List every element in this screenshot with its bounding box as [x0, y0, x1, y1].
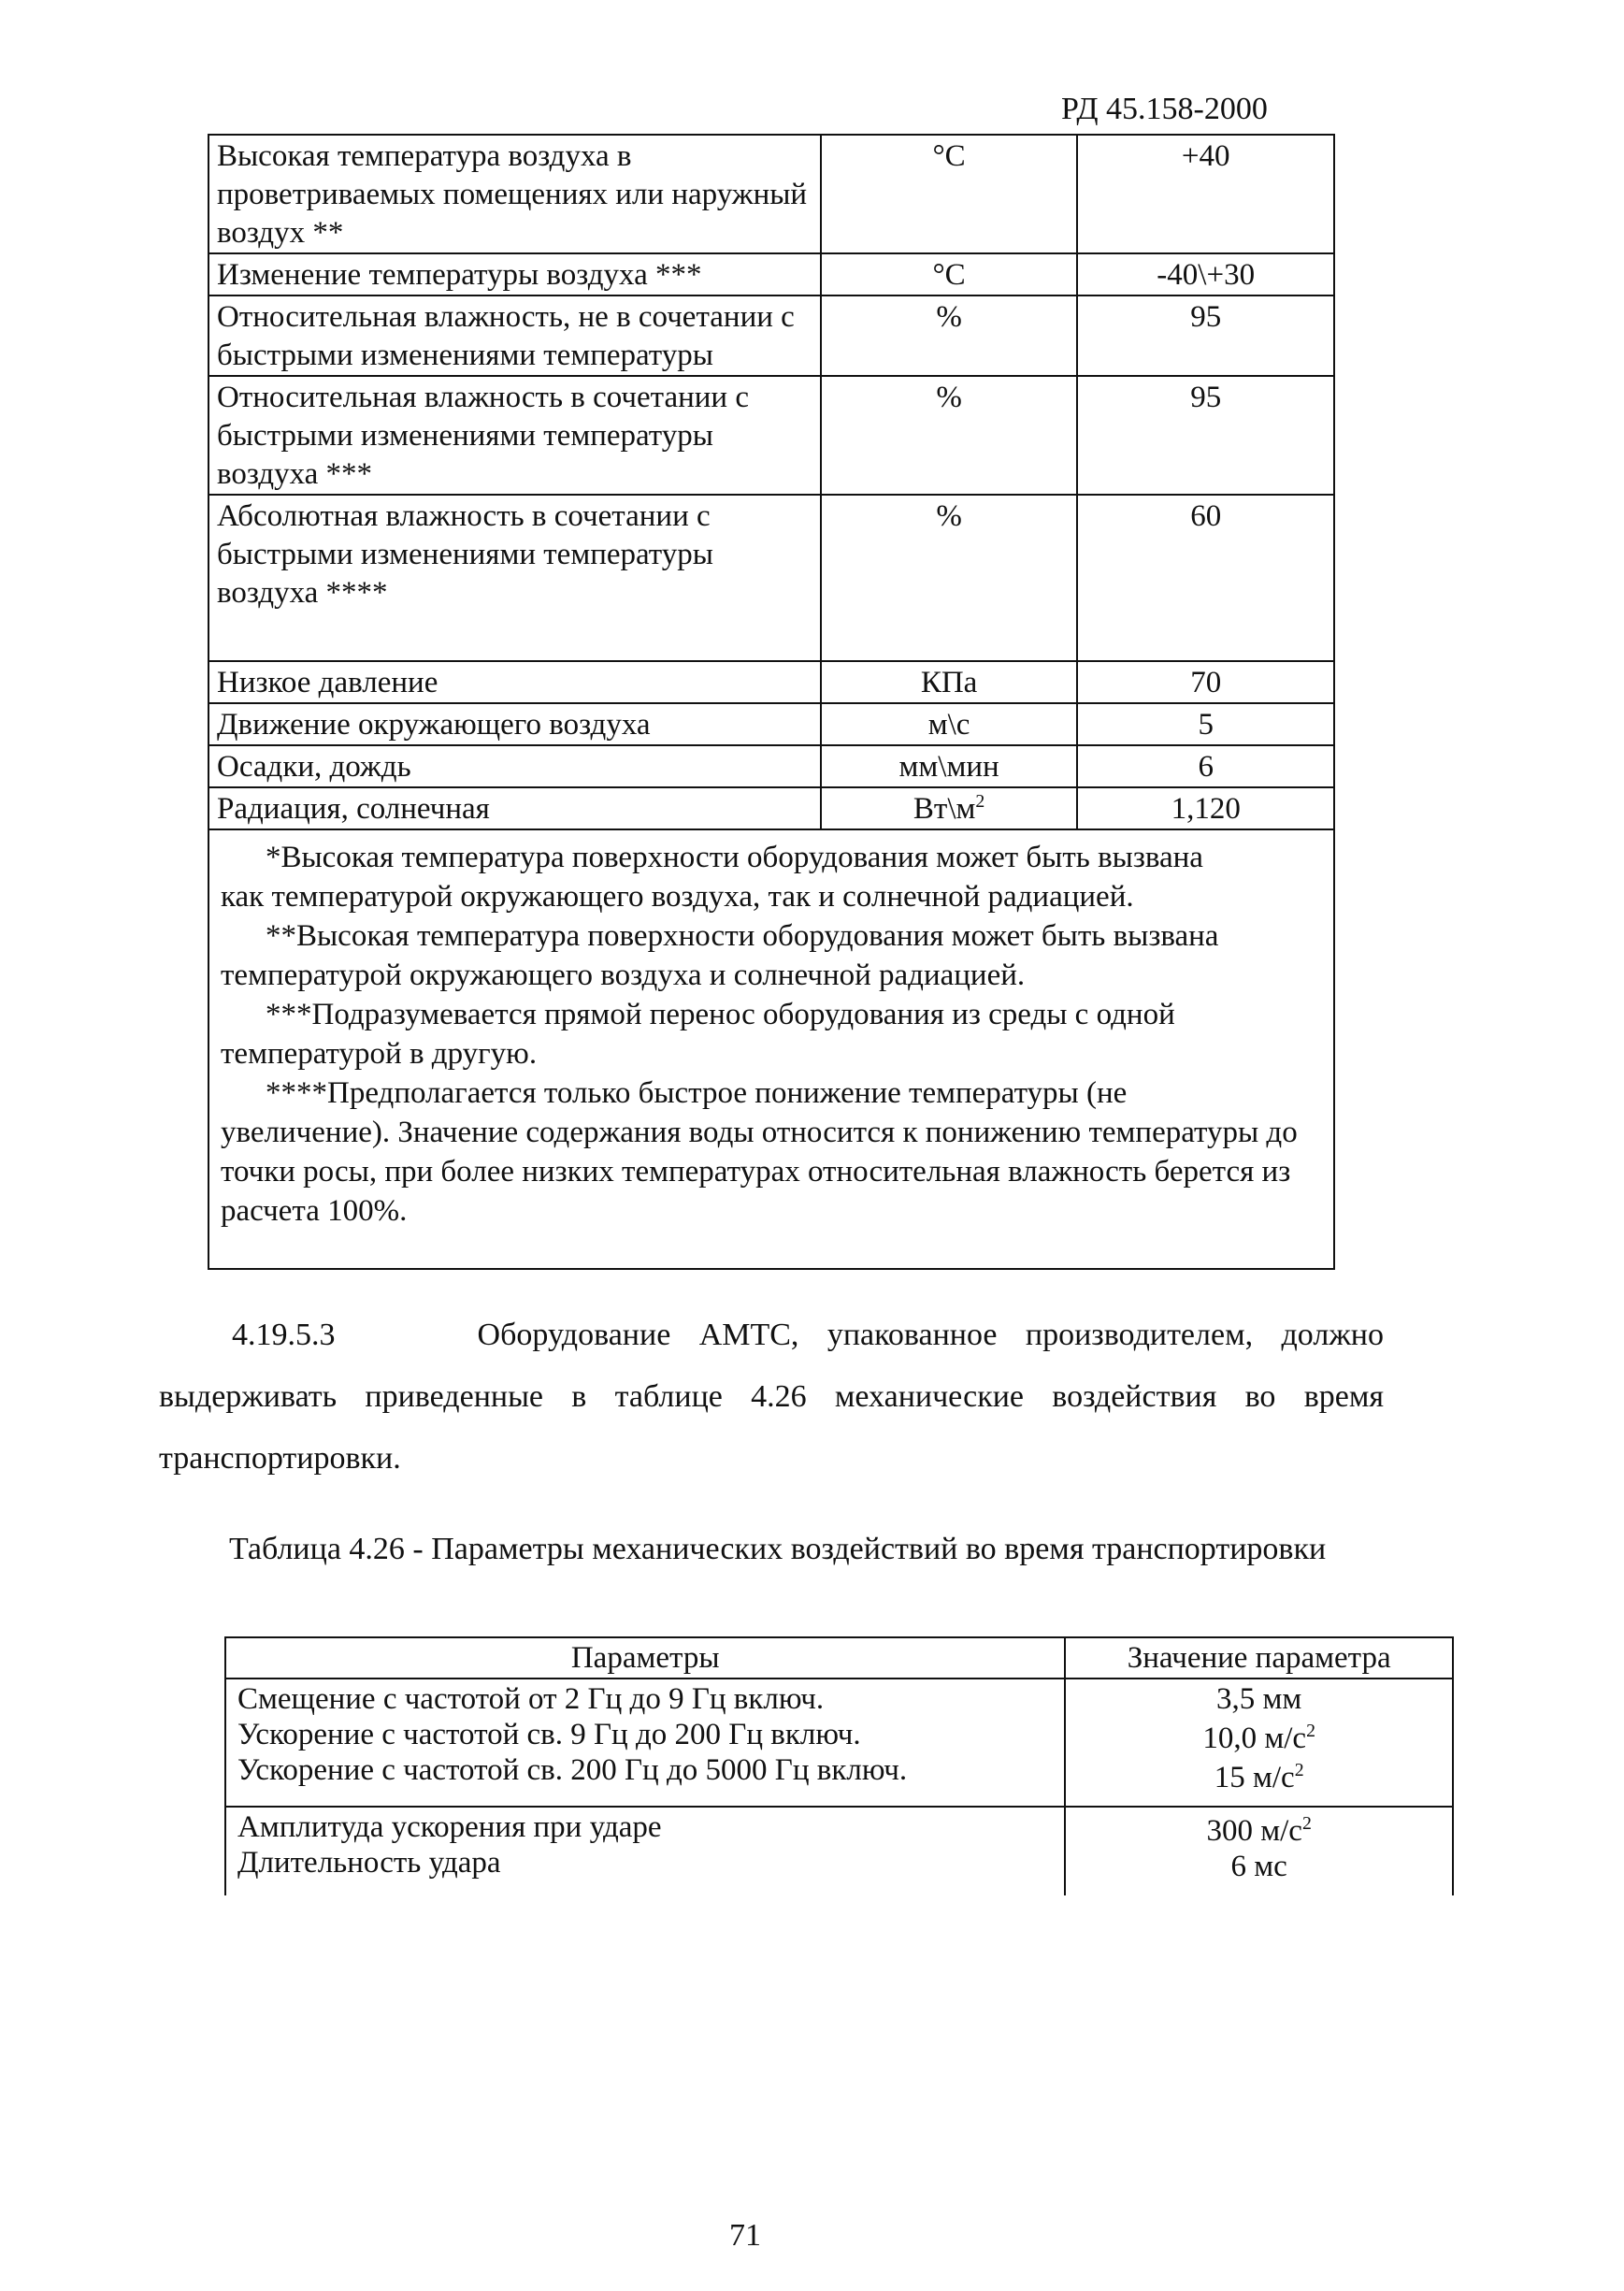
- param-cell: Движение окружающего воздуха: [208, 703, 821, 745]
- unit-superscript: 2: [975, 791, 985, 812]
- value-superscript: 2: [1301, 1813, 1312, 1834]
- param-line: Ускорение с частотой св. 200 Гц до 5000 Гц включ.: [237, 1753, 908, 1787]
- value-cell: 95: [1077, 295, 1334, 376]
- footnote: [221, 916, 1320, 995]
- value-cell: [1065, 1807, 1453, 1895]
- param-cell: [225, 1807, 1065, 1895]
- unit-cell: м\с: [821, 703, 1078, 745]
- value-base: 15 м/с: [1214, 1761, 1295, 1794]
- footnote-first-line: ***Подразумевается прямой перенос оборудования из среды с одной: [266, 998, 1175, 1031]
- unit-cell: °С: [821, 253, 1078, 295]
- param-cell: Высокая температура воздуха в проветриваемых помещениях или наружный воздух **: [208, 135, 821, 253]
- param-line: Смещение с частотой от 2 Гц до 9 Гц включ.: [237, 1682, 825, 1716]
- header-value: Значение параметра: [1065, 1637, 1453, 1679]
- value-line: [1077, 1681, 1441, 1717]
- table-row: [208, 703, 1334, 745]
- value-line: [1077, 1721, 1441, 1756]
- value-line: [1077, 1813, 1441, 1849]
- value-superscript: 2: [1294, 1760, 1304, 1780]
- notes-row: [208, 829, 1334, 1269]
- notes-cell: [208, 829, 1334, 1269]
- value-base: 10,0 м/с: [1202, 1722, 1307, 1755]
- param-cell: [225, 1679, 1065, 1807]
- footnote: [221, 995, 1320, 1073]
- unit-cell: мм\мин: [821, 745, 1078, 787]
- footnote-first-line: *Высокая температура поверхности оборудования может быть вызвана: [266, 841, 1203, 874]
- table-row: [208, 376, 1334, 495]
- unit-cell: %: [821, 376, 1078, 495]
- page-number: 71: [729, 2218, 761, 2253]
- footnote: [221, 838, 1320, 916]
- param-line: Длительность удара: [237, 1846, 501, 1880]
- param-cell: Относительная влажность, не в сочетании с быстрыми изменениями температуры: [208, 295, 821, 376]
- paragraph-number: 4.19.5.3: [232, 1318, 336, 1352]
- table-row: [208, 253, 1334, 295]
- param-line: Амплитуда ускорения при ударе: [237, 1810, 662, 1844]
- value-cell: +40: [1077, 135, 1334, 253]
- param-cell: Относительная влажность в сочетании с быстрыми изменениями температуры воздуха ***: [208, 376, 821, 495]
- param-cell: Абсолютная влажность в сочетании с быстрыми изменениями температуры воздуха ****: [208, 495, 821, 661]
- footnote: [221, 1073, 1320, 1231]
- environment-conditions-table: [208, 134, 1335, 1270]
- footnote-rest: увеличение). Значение содержания воды относится к понижению температуры до точки росы, при более низких температурах относительная влажность берется из расчета 100%.: [221, 1116, 1298, 1228]
- value-base: 300 м/с: [1206, 1814, 1302, 1848]
- value-cell: 5: [1077, 703, 1334, 745]
- param-cell: Радиация, солнечная: [208, 787, 821, 829]
- body-paragraph: [159, 1304, 1384, 1490]
- table-row: [225, 1807, 1453, 1895]
- table-row: [208, 295, 1334, 376]
- value-line: [1077, 1849, 1441, 1884]
- table-row: [208, 495, 1334, 661]
- table-row: [225, 1679, 1453, 1807]
- value-superscript: 2: [1306, 1721, 1315, 1741]
- document-code: РД 45.158-2000: [1061, 92, 1268, 126]
- unit-cell: %: [821, 295, 1078, 376]
- value-line: [1077, 1760, 1441, 1795]
- table-caption: Таблица 4.26 - Параметры механических воздействий во время транспортировки: [229, 1532, 1327, 1566]
- value-cell: 70: [1077, 661, 1334, 703]
- footnote-first-line: **Высокая температура поверхности оборудования может быть вызвана: [266, 919, 1219, 953]
- param-cell: Низкое давление: [208, 661, 821, 703]
- unit-cell: °С: [821, 135, 1078, 253]
- unit-cell: %: [821, 495, 1078, 661]
- footnote-rest: температурой окружающего воздуха и солнечной радиацией.: [221, 958, 1026, 992]
- value-cell: -40\+30: [1077, 253, 1334, 295]
- value-cell: 1,120: [1077, 787, 1334, 829]
- unit-base: Вт\м: [913, 792, 976, 826]
- value-base: 6 мс: [1230, 1850, 1287, 1883]
- unit-cell: [821, 787, 1078, 829]
- value-cell: [1065, 1679, 1453, 1807]
- param-cell: Осадки, дождь: [208, 745, 821, 787]
- table-row: [208, 745, 1334, 787]
- footnote-first-line: ****Предполагается только быстрое понижение температуры (не: [266, 1076, 1128, 1110]
- value-cell: 60: [1077, 495, 1334, 661]
- footnote-rest: как температурой окружающего воздуха, так и солнечной радиацией.: [221, 880, 1134, 914]
- value-cell: 95: [1077, 376, 1334, 495]
- header-param: Параметры: [225, 1637, 1065, 1679]
- footnote-rest: температурой в другую.: [221, 1037, 538, 1071]
- table-row: [208, 661, 1334, 703]
- table-row: [208, 787, 1334, 829]
- unit-cell: КПа: [821, 661, 1078, 703]
- paragraph-text: Оборудование АМТС, упакованное производителем, должно выдерживать приведенные в таблице 4.26 механические воздействия во время транспортировки.: [159, 1318, 1385, 1476]
- mechanical-parameters-table: [224, 1636, 1454, 1895]
- table-header-row: [225, 1637, 1453, 1679]
- table-row: [208, 135, 1334, 253]
- param-cell: Изменение температуры воздуха ***: [208, 253, 821, 295]
- value-base: 3,5 мм: [1216, 1682, 1302, 1716]
- param-line: Ускорение с частотой св. 9 Гц до 200 Гц включ.: [237, 1718, 861, 1751]
- value-cell: 6: [1077, 745, 1334, 787]
